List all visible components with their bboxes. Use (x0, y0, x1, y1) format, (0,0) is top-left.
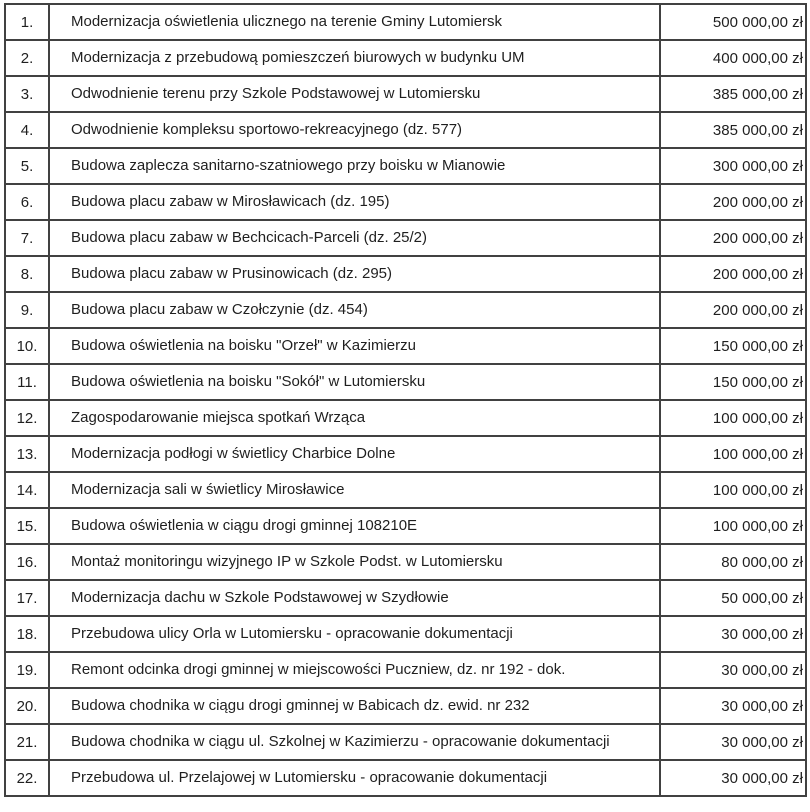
project-description: Budowa placu zabaw w Mirosławicach (dz. 195) (49, 184, 660, 220)
project-amount: 30 000,00 zł (660, 688, 806, 724)
project-description: Odwodnienie terenu przy Szkole Podstawowej w Lutomiersku (49, 76, 660, 112)
project-amount: 100 000,00 zł (660, 472, 806, 508)
project-amount: 200 000,00 zł (660, 184, 806, 220)
project-amount: 100 000,00 zł (660, 508, 806, 544)
project-amount: 150 000,00 zł (660, 364, 806, 400)
row-number: 19. (5, 652, 49, 688)
project-amount: 200 000,00 zł (660, 256, 806, 292)
project-amount: 100 000,00 zł (660, 436, 806, 472)
table-row (5, 4, 806, 40)
row-number: 22. (5, 760, 49, 796)
project-amount: 200 000,00 zł (660, 292, 806, 328)
project-description: Odwodnienie kompleksu sportowo-rekreacyjnego (dz. 577) (49, 112, 660, 148)
row-number: 6. (5, 184, 49, 220)
row-number: 21. (5, 724, 49, 760)
table-row (5, 292, 806, 328)
table-row (5, 760, 806, 796)
table-row (5, 472, 806, 508)
table-row (5, 76, 806, 112)
project-amount: 30 000,00 zł (660, 652, 806, 688)
row-number: 17. (5, 580, 49, 616)
project-amount: 80 000,00 zł (660, 544, 806, 580)
table-row (5, 724, 806, 760)
row-number: 13. (5, 436, 49, 472)
row-number: 1. (5, 4, 49, 40)
project-amount: 30 000,00 zł (660, 760, 806, 796)
table-row (5, 400, 806, 436)
row-number: 15. (5, 508, 49, 544)
table-row (5, 508, 806, 544)
table-row (5, 256, 806, 292)
row-number: 11. (5, 364, 49, 400)
row-number: 16. (5, 544, 49, 580)
row-number: 3. (5, 76, 49, 112)
table-row (5, 220, 806, 256)
table-row (5, 688, 806, 724)
row-number: 14. (5, 472, 49, 508)
project-description: Modernizacja podłogi w świetlicy Charbice Dolne (49, 436, 660, 472)
project-amount: 30 000,00 zł (660, 724, 806, 760)
project-description: Modernizacja z przebudową pomieszczeń biurowych w budynku UM (49, 40, 660, 76)
row-number: 7. (5, 220, 49, 256)
row-number: 2. (5, 40, 49, 76)
table-row (5, 328, 806, 364)
project-description: Budowa zaplecza sanitarno-szatniowego przy boisku w Mianowie (49, 148, 660, 184)
row-number: 10. (5, 328, 49, 364)
project-description: Budowa oświetlenia na boisku "Orzeł" w Kazimierzu (49, 328, 660, 364)
table-row (5, 580, 806, 616)
table-row (5, 148, 806, 184)
project-description: Modernizacja dachu w Szkole Podstawowej w Szydłowie (49, 580, 660, 616)
table-row (5, 436, 806, 472)
project-description: Modernizacja oświetlenia ulicznego na terenie Gminy Lutomiersk (49, 4, 660, 40)
row-number: 8. (5, 256, 49, 292)
project-description: Budowa placu zabaw w Bechcicach-Parceli (dz. 25/2) (49, 220, 660, 256)
project-description: Przebudowa ulicy Orla w Lutomiersku - opracowanie dokumentacji (49, 616, 660, 652)
project-description: Budowa chodnika w ciągu ul. Szkolnej w Kazimierzu - opracowanie dokumentacji (49, 724, 660, 760)
project-amount: 30 000,00 zł (660, 616, 806, 652)
project-description: Przebudowa ul. Przelajowej w Lutomiersku - opracowanie dokumentacji (49, 760, 660, 796)
project-description: Remont odcinka drogi gminnej w miejscowości Puczniew, dz. nr 192 - dok. (49, 652, 660, 688)
project-amount: 50 000,00 zł (660, 580, 806, 616)
project-amount: 300 000,00 zł (660, 148, 806, 184)
project-amount: 385 000,00 zł (660, 112, 806, 148)
row-number: 5. (5, 148, 49, 184)
row-number: 12. (5, 400, 49, 436)
table-row (5, 364, 806, 400)
project-amount: 385 000,00 zł (660, 76, 806, 112)
project-description: Budowa chodnika w ciągu drogi gminnej w Babicach dz. ewid. nr 232 (49, 688, 660, 724)
table-row (5, 616, 806, 652)
table-row (5, 184, 806, 220)
projects-table-body (5, 4, 806, 796)
project-description: Budowa placu zabaw w Prusinowicach (dz. 295) (49, 256, 660, 292)
row-number: 9. (5, 292, 49, 328)
project-amount: 400 000,00 zł (660, 40, 806, 76)
project-description: Budowa placu zabaw w Czołczynie (dz. 454) (49, 292, 660, 328)
table-row (5, 652, 806, 688)
project-amount: 100 000,00 zł (660, 400, 806, 436)
table-row (5, 40, 806, 76)
project-amount: 500 000,00 zł (660, 4, 806, 40)
row-number: 4. (5, 112, 49, 148)
project-description: Budowa oświetlenia na boisku "Sokół" w Lutomiersku (49, 364, 660, 400)
project-description: Zagospodarowanie miejsca spotkań Wrząca (49, 400, 660, 436)
projects-table (4, 3, 807, 797)
table-row (5, 112, 806, 148)
project-description: Modernizacja sali w świetlicy Mirosławice (49, 472, 660, 508)
project-description: Budowa oświetlenia w ciągu drogi gminnej 108210E (49, 508, 660, 544)
project-amount: 150 000,00 zł (660, 328, 806, 364)
project-amount: 200 000,00 zł (660, 220, 806, 256)
row-number: 20. (5, 688, 49, 724)
project-description: Montaż monitoringu wizyjnego IP w Szkole Podst. w Lutomiersku (49, 544, 660, 580)
table-row (5, 544, 806, 580)
row-number: 18. (5, 616, 49, 652)
